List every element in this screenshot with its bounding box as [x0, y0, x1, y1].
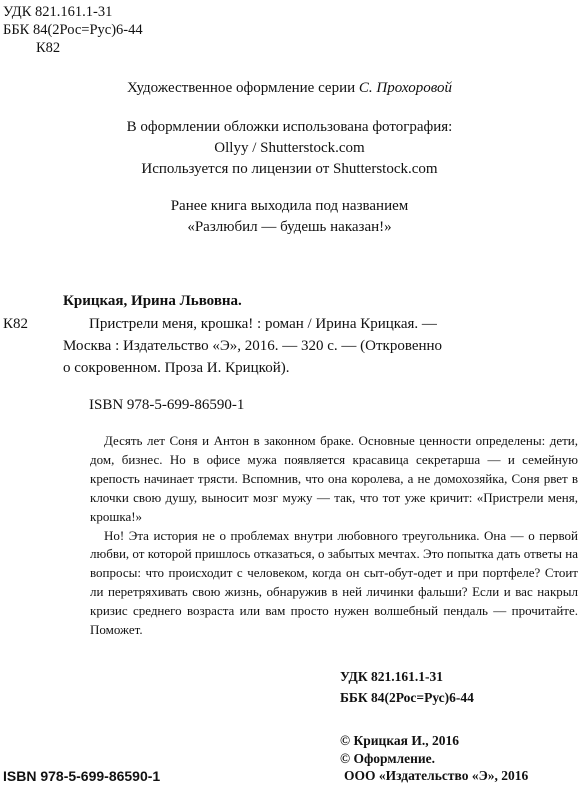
- bibliographic-author: Крицкая, Ирина Львовна.: [63, 293, 242, 309]
- series-design-credit: [0, 79, 579, 97]
- bbk-header: ББК 84(2Рос=Рус)6-44: [3, 22, 143, 38]
- license-note: Используется по лицензии от Shutterstock.com: [141, 161, 438, 177]
- bibliographic-isbn: ISBN 978-5-699-86590-1: [89, 397, 245, 413]
- copyright-publisher: ООО «Издательство «Э», 2016: [344, 768, 529, 783]
- bibliographic-code: К82: [3, 316, 29, 332]
- bibliographic-line-1: Пристрели меня, крошка! : роман / Ирина Крицкая. —: [89, 316, 437, 332]
- bibliographic-line-2: Москва : Издательство «Э», 2016. — 320 с. — (Откровенно: [63, 338, 443, 354]
- bibliographic-description: [63, 313, 579, 379]
- bibliographic-line-3: о сокровенном. Проза И. Крицкой).: [63, 360, 290, 376]
- annotation-paragraph-1: Десять лет Соня и Антон в законном браке. Основные ценности определены: дети, дом, бизнес. Но в офисе мужа появляется красавица секретарша — и семейную крепость начинает трясти. Вспомнив, что она королева, а не домохозяйка, Соня рвет в клочки свою душу, выносит мозг мужу — так, что тот уже кричит: «Пристрели меня, крошка!»: [90, 433, 578, 524]
- previous-title: «Разлюбил — будешь наказан!»: [187, 219, 392, 235]
- series-design-label: Художественное оформление серии: [126, 80, 356, 96]
- udk-footer: УДК 821.161.1-31: [340, 669, 443, 684]
- cover-photo-credit: В оформлении обложки использована фотография:: [126, 119, 453, 135]
- series-designer-name: С. Прохоровой: [358, 80, 453, 96]
- isbn-footer: ISBN 978-5-699-86590-1: [3, 768, 161, 784]
- bbk-footer: ББК 84(2Рос=Рус)6-44: [340, 690, 474, 705]
- book-annotation: [90, 432, 578, 640]
- udk-header: УДК 821.161.1-31: [3, 4, 113, 20]
- copyright-author: © Крицкая И., 2016: [340, 733, 459, 748]
- copyright-design: © Оформление.: [340, 751, 436, 766]
- photo-source: Ollyy / Shutterstock.com: [214, 140, 365, 156]
- author-code-header: К82: [36, 40, 61, 56]
- previous-title-intro: Ранее книга выходила под названием: [170, 198, 409, 214]
- annotation-paragraph-2: Но! Эта история не о проблемах внутри любовного треугольника. Она — о первой любви, от которой пришлось отказаться, о забытых мечтах. Это попытка дать ответы на вопросы: что происходит с человеком, когда он сыт-обут-одет и при портфеле? Стоит ли перетряхивать свою жизнь, обнаружив в ней личинки фальши? Если и вас накрыл кризис среднего возраста или вам просто нужен волшебный пендаль — прочитайте. Поможет.: [90, 527, 578, 638]
